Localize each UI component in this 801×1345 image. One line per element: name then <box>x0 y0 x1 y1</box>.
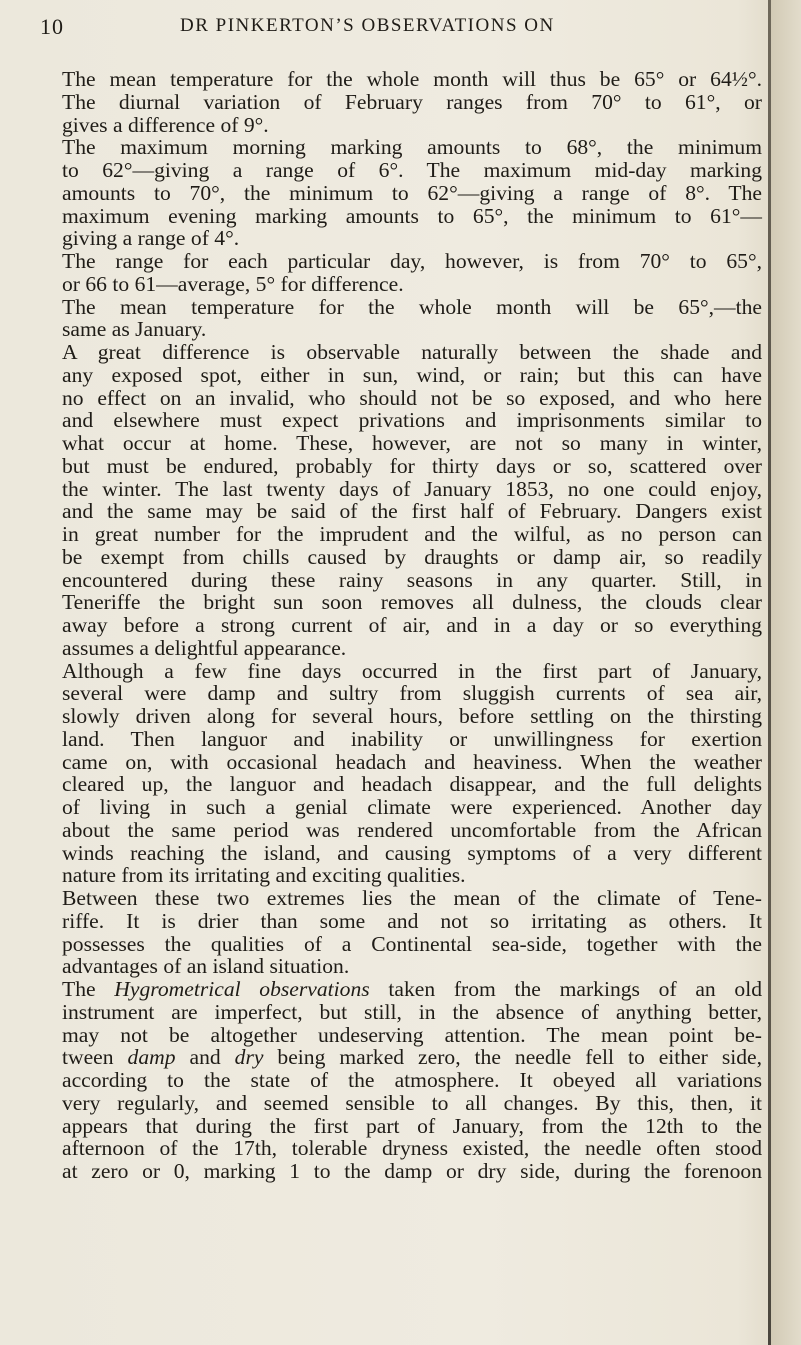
text-line: gives a difference of 9°. <box>62 112 269 137</box>
text-line: the winter. The last twenty days of January 1853, no one could enjoy, <box>62 476 762 501</box>
body-text <box>62 68 762 1183</box>
text-line: giving a range of 4°. <box>62 226 240 251</box>
text-line: very regularly, and seemed sensible to all changes. By this, then, it <box>62 1090 762 1115</box>
text-run: tween <box>62 1045 128 1070</box>
text-line: A great difference is observable naturally between the shade and <box>62 340 762 364</box>
text-line: Teneriffe the bright sun soon removes all dulness, the clouds clear <box>62 590 762 615</box>
text-line: The range for each particular day, however, is from 70° to 65°, <box>62 249 762 273</box>
text-line: and the same may be said of the first half of February. Dangers exist <box>62 499 762 524</box>
text-line: same as January. <box>62 317 207 342</box>
text-line <box>62 1046 762 1069</box>
text-line: cleared up, the languor and headach disappear, and the full delights <box>62 772 762 797</box>
text-line: but must be endured, probably for thirty days or so, scattered over <box>62 453 762 478</box>
text-line: several were damp and sultry from sluggish currents of sea air, <box>62 681 762 706</box>
text-line: be exempt from chills caused by draughts or damp air, so readily <box>62 544 762 569</box>
text-run: The <box>62 977 115 1001</box>
text-line: advantages of an island situation. <box>62 954 350 979</box>
running-head: DR PINKERTON’S OBSERVATIONS ON <box>180 15 555 36</box>
text-run: and <box>175 1045 235 1070</box>
text-line: according to the state of the atmosphere. It obeyed all variations <box>62 1068 762 1092</box>
text-line: Although a few fine days occurred in the first part of January, <box>62 658 762 683</box>
page-header <box>40 14 760 42</box>
text-line: away before a strong current of air, and in a day or so everything <box>62 613 762 637</box>
text-line: and elsewhere must expect privations and imprisonments similar to <box>62 408 762 433</box>
text-line: Between these two extremes lies the mean of the climate of Tene- <box>62 886 762 910</box>
text-run: being marked zero, the needle fell to either side, <box>263 1045 762 1070</box>
text-line: land. Then languor and inability or unwillingness for exertion <box>62 726 762 751</box>
text-line: of living in such a genial climate were experienced. Another day <box>62 795 762 819</box>
text-run: taken from the markings of an old <box>369 977 762 1001</box>
text-line: came on, with occasional headach and heaviness. When the weather <box>62 749 762 774</box>
text-line: nature from its irritating and exciting qualities. <box>62 863 466 888</box>
text-line: in great number for the imprudent and the wilful, as no person can <box>62 522 762 546</box>
page-number: 10 <box>40 14 64 39</box>
text-line: instrument are imperfect, but still, in the absence of anything better, <box>62 999 762 1024</box>
text-line: no effect on an invalid, who should not be so exposed, and who here <box>62 385 762 410</box>
italic-phrase: Hygrometrical observations <box>114 977 370 1001</box>
text-line: possesses the qualities of a Continental sea-side, together with the <box>62 931 762 956</box>
text-line: about the same period was rendered uncomfortable from the African <box>62 817 762 842</box>
text-line: amounts to 70°, the minimum to 62°—giving a range of 8°. The <box>62 180 762 205</box>
text-line: riffe. It is drier than some and not so irritating as others. It <box>62 908 762 933</box>
text-line: or 66 to 61—average, 5° for difference. <box>62 271 404 296</box>
italic-phrase: damp <box>127 1045 176 1070</box>
text-line: may not be altogether undeserving attention. The mean point be- <box>62 1022 762 1047</box>
text-line: what occur at home. These, however, are not so many in winter, <box>62 431 762 455</box>
text-line: to 62°—giving a range of 6°. The maximum mid-day marking <box>62 158 762 182</box>
text-line: any exposed spot, either in sun, wind, or rain; but this can have <box>62 362 762 387</box>
text-line: assumes a delightful appearance. <box>62 635 347 660</box>
text-line: winds reaching the island, and causing symptoms of a very different <box>62 840 762 865</box>
text-line <box>62 978 762 1001</box>
next-page-edge <box>771 0 801 1345</box>
text-line: maximum evening marking amounts to 65°, the minimum to 61°— <box>62 203 762 228</box>
text-line: The diurnal variation of February ranges from 70° to 61°, or <box>62 89 762 114</box>
italic-phrase: dry <box>234 1045 264 1070</box>
text-line: at zero or 0, marking 1 to the damp or dry side, during the forenoon <box>62 1159 762 1183</box>
text-line: The mean temperature for the whole month will thus be 65° or 64½°. <box>62 67 762 91</box>
text-line: appears that during the first part of January, from the 12th to the <box>62 1113 762 1138</box>
text-line: encountered during these rainy seasons in any quarter. Still, in <box>62 567 762 592</box>
text-line: slowly driven along for several hours, before settling on the thirsting <box>62 704 762 728</box>
text-line: afternoon of the 17th, tolerable dryness existed, the needle often stood <box>62 1136 762 1161</box>
text-line: The mean temperature for the whole month will be 65°,—the <box>62 294 762 319</box>
text-line: The maximum morning marking amounts to 68°, the minimum <box>62 135 762 160</box>
